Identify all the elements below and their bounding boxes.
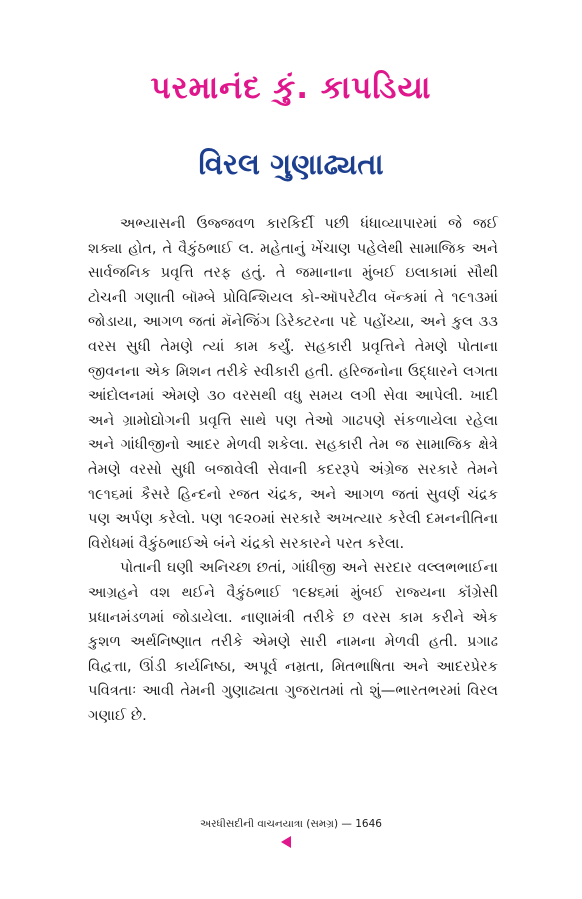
previous-page-arrow-icon[interactable] <box>281 836 291 848</box>
paragraph-2: પોતાની ઘણી અનિચ્છા છતાં, ગાંધીજી અને સરદાર વલ્લભભાઈના આગ્રહને વશ થઈને વૈકુંઠભાઈ ૧૯૪૬માં મુંબઈ રાજ્યના કૉંગ્રેસી પ્રધાનમંડળમાં જોડાયેલા. નાણામંત્રી તરીકે છ વરસ કામ કરીને એક કુશળ અર્થનિષ્ણાત તરીકે એમણે સારી નામના મેળવી હતી. પ્રગાઢ વિદ્વત્તા, ઊંડી કાર્યનિષ્ઠા, અપૂર્વ નમ્રતા, મિતભાષિતા અને આદરપ્રેરક પવિત્રતાઃ આવી તેમની ગુણાઢ્યતા ગુજરાતમાં તો શું—ભારતભરમાં વિરલ ગણાઈ છે. <box>88 559 498 724</box>
article-body <box>88 212 498 728</box>
article-title: વિરલ ગુણાઢ્યતા <box>198 147 384 181</box>
page-footer: અરધીસદીની વાચનયાત્રા (સમગ્ર) — 1646 <box>200 818 382 830</box>
paragraph-1: અભ્યાસની ઉજ્જવળ કારકિર્દી પછી ધંધાવ્યાપારમાં જે જઈ શક્યા હોત, તે વૈકુંઠભાઈ લ. મહેતાનું ખેંચાણ પહેલેથી સામાજિક અને સાર્વજનિક પ્રવૃત્તિ તરફ હતું. તે જમાનાના મુંબઈ ઇલાકામાં સૌથી ટોચની ગણાતી બૉમ્બે પ્રોવિન્શિયલ કો-ઑપરેટીવ બૅન્કમાં તે ૧૯૧૩માં જોડાયા, આગળ જતાં મૅનેજિંગ ડિરેક્ટરના પદે પહોંચ્યા, અને કુલ ૩૩ વરસ સુધી તેમણે ત્યાં કામ કર્યું. સહકારી પ્રવૃત્તિને તેમણે પોતાના જીવનના એક મિશન તરીકે સ્વીકારી હતી. હરિજનોના ઉદ્ધારને લગતા આંદોલનમાં એમણે ૩૦ વરસથી વધુ સમય લગી સેવા આપેલી. ખાદી અને ગ્રામોદ્યોગની પ્રવૃત્તિ સાથે પણ તેઓ ગાઢપણે સંકળાયેલા રહેલા અને ગાંધીજીનો આદર મેળવી શકેલા. સહકારી તેમ જ સામાજિક ક્ષેત્રે તેમણે વરસો સુધી બજાવેલી સેવાની કદરરૂપે અંગ્રેજ સરકારે તેમને ૧૯૧૬માં કૈસરે હિન્દનો રજત ચંદ્રક, અને આગળ જતાં સુવર્ણ ચંદ્રક પણ અર્પણ કરેલો. પણ ૧૯૨૦માં સરકારે અખત્યાર કરેલી દમનનીતિના વિરોધમાં વૈકુંઠભાઈએ બંને ચંદ્રકો સરકારને પરત કરેલા. <box>88 215 498 552</box>
author-name: પરમાનંદ કું. કાપડિયા <box>150 70 432 106</box>
